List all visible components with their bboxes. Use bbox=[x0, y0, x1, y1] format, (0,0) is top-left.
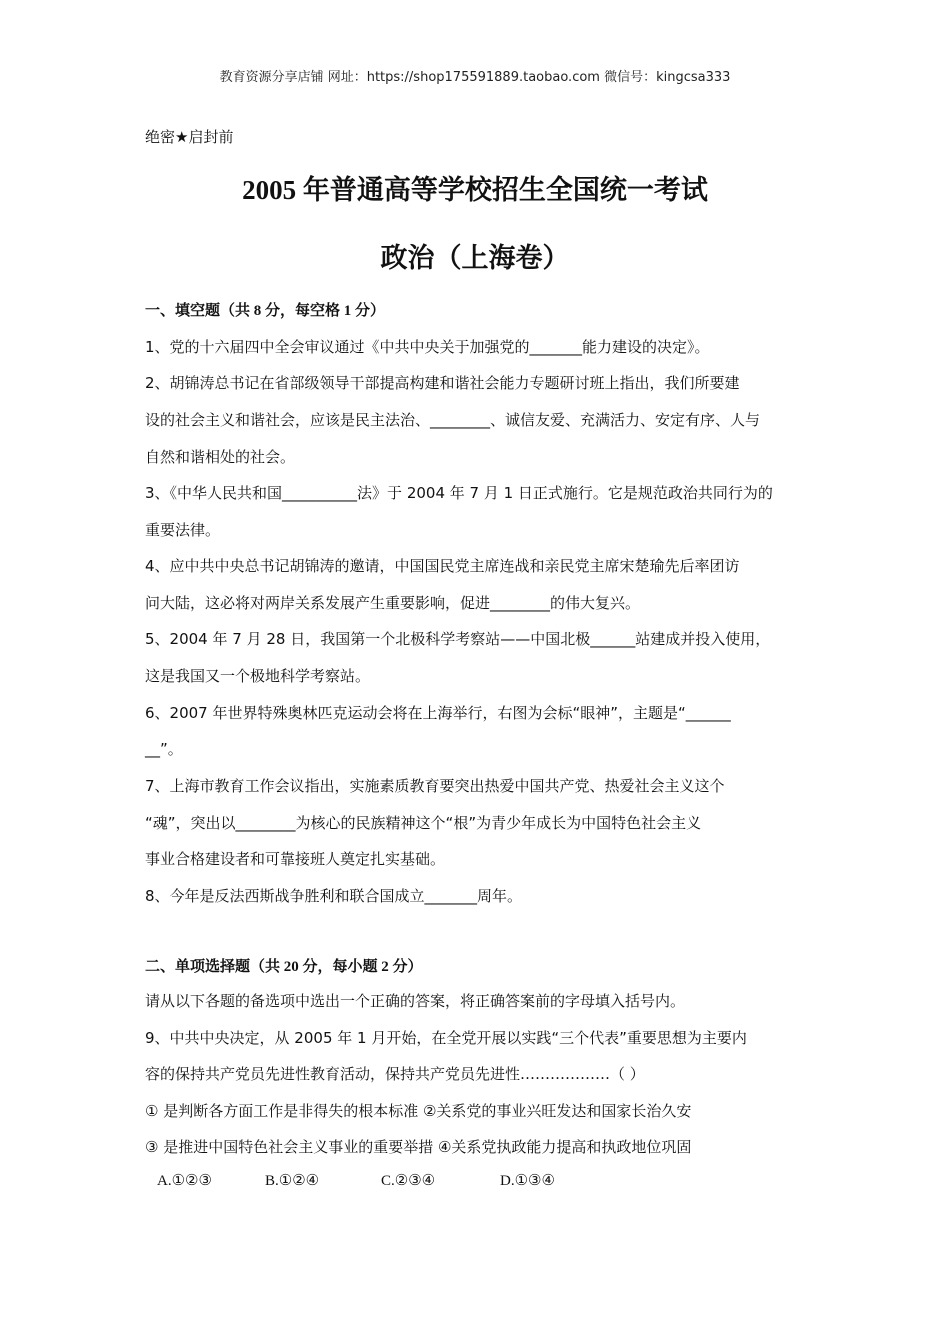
question-line: 9、中共中央决定，从 2005 年 1 月开始，在全党开展以实践“三个代表”重要思想为主要内 bbox=[145, 1029, 747, 1047]
statement-line: ③ 是推进中国特色社会主义事业的重要举措 ④关系党执政能力提高和执政地位巩固 bbox=[145, 1138, 692, 1156]
question-line: 6、2007 年世界特殊奥林匹克运动会将在上海举行，右图为会标“眼神”，主题是“______ bbox=[145, 704, 731, 722]
question-line: 问大陆，这必将对两岸关系发展产生重要影响，促进________的伟大复兴。 bbox=[145, 594, 641, 612]
section1-heading: 一、填空题（共 8 分，每空格 1 分） bbox=[145, 303, 386, 319]
option-d: D.①③④ bbox=[500, 1173, 555, 1189]
question-line: 事业合格建设者和可靠接班人奠定扎实基础。 bbox=[145, 850, 446, 868]
option-b: B.①②④ bbox=[265, 1173, 320, 1189]
question-line: 设的社会主义和谐社会，应该是民主法治、________、诚信友爱、充满活力、安定有序、人与 bbox=[145, 411, 761, 429]
option-a: A.①②③ bbox=[157, 1173, 212, 1189]
question-line: 4、应中共中央总书记胡锦涛的邀请，中国国民党主席连战和亲民党主席宋楚瑜先后率团访 bbox=[145, 557, 740, 575]
exam-title: 2005 年普通高等学校招生全国统一考试 bbox=[242, 175, 708, 205]
statement-line: ① 是判断各方面工作是非得失的根本标准 ②关系党的事业兴旺发达和国家长治久安 bbox=[145, 1102, 692, 1120]
exam-subtitle: 政治（上海卷） bbox=[380, 243, 570, 273]
question-line: “魂”，突出以________为核心的民族精神这个“根”为青少年成长为中国特色社会主义 bbox=[145, 814, 702, 832]
option-c: C.②③④ bbox=[381, 1173, 436, 1189]
question-line: 5、2004 年 7 月 28 日，我国第一个北极科学考察站——中国北极______站建成并投入使用， bbox=[145, 630, 771, 648]
page-header: 教育资源分享店铺 网址：https://shop175591889.taobao.com 微信号：kingcsa333 bbox=[219, 70, 731, 85]
question-line: 7、上海市教育工作会议指出，实施素质教育要突出热爱中国共产党、热爱社会主义这个 bbox=[145, 777, 725, 795]
question-line: 3、《中华人民共和国__________法》于 2004 年 7 月 1 日正式施行。它是规范政治共同行为的 bbox=[145, 484, 773, 502]
question-line: 8、今年是反法西斯战争胜利和联合国成立_______周年。 bbox=[145, 887, 523, 905]
section2-heading: 二、单项选择题（共 20 分，每小题 2 分） bbox=[145, 959, 423, 975]
question-line: 1、党的十六届四中全会审议通过《中共中央关于加强党的_______能力建设的决定》。 bbox=[145, 338, 710, 356]
question-line: 这是我国又一个极地科学考察站。 bbox=[145, 667, 371, 685]
question-line: 自然和谐相处的社会。 bbox=[145, 448, 296, 466]
question-line: 重要法律。 bbox=[145, 521, 221, 539]
question-line: 容的保持共产党员先进性教育活动，保持共产党员先进性………………（ ） bbox=[145, 1065, 645, 1083]
instruction-line: 请从以下各题的备选项中选出一个正确的答案，将正确答案前的字母填入括号内。 bbox=[145, 992, 686, 1010]
question-line: 2、胡锦涛总书记在省部级领导干部提高构建和谐社会能力专题研讨班上指出，我们所要建 bbox=[145, 374, 740, 392]
question-line: __”。 bbox=[145, 740, 183, 758]
confidential-label: 绝密★启封前 bbox=[145, 128, 234, 146]
